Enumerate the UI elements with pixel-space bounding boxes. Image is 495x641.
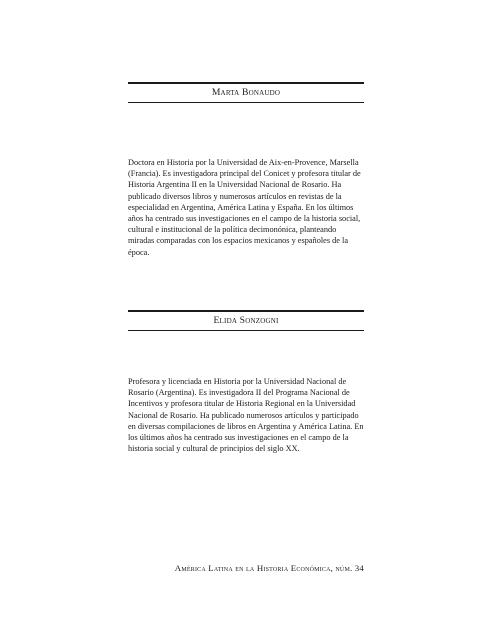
author-bio: Profesora y licenciada en Historia por la Universidad Nacional de Rosario (Argentina). Es investigadora II del Programa Nacional de Incentivos y profesora titular de Historia Regional en la Universidad Nacional de Rosario. Ha publicado numerosos artículos y participado en diversas compilaciones de libros en Argentina y América Latina. En los últimos años ha centrado sus investigaciones en el campo de la historia social y cultural de principios del siglo XX. [128,377,364,454]
author-bio: Doctora en Historia por la Universidad de Aix-en-Provence, Marsella (Francia). Es investigadora principal del Conicet y profesora titular de Historia Argentina II en la Universidad Nacional de Rosario. Ha publicado diversos libros y numerosos artículos en revistas de la especialidad en Argentina, América Latina y España. En los últimos años ha centrado sus investigaciones en el campo de la historia social, cultural e institucional de la política decimonónica, planteando miradas comparadas con los espacios mexicanos y españoles de la época. [128,158,361,257]
heading-bottom-rule [128,330,364,331]
author-name: Elida Sonzogni [213,315,279,326]
running-footer: América Latina en la Historia Económica, núm. 34 [174,563,364,573]
author-heading-block [128,82,364,103]
author-heading-block [128,310,364,331]
heading-bottom-rule [128,102,364,103]
author-name: Marta Bonaudo [211,87,281,98]
